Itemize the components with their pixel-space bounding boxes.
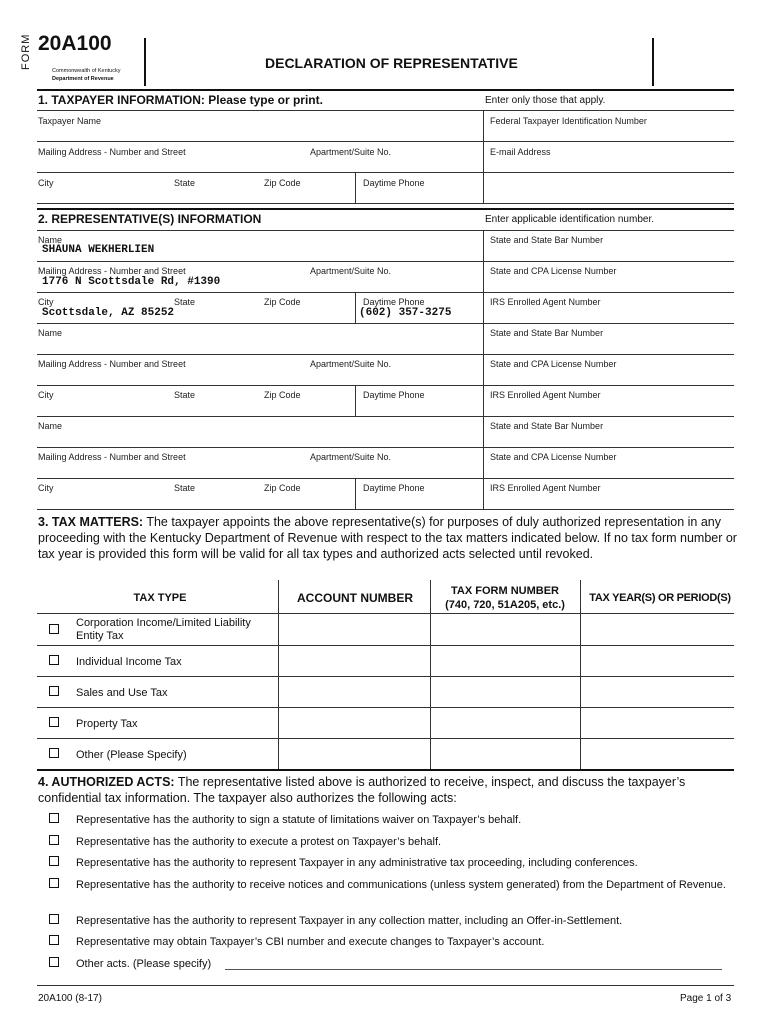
act-cbi: Representative may obtain Taxpayer’s CBI number and execute changes to Taxpayer’s account. (76, 936, 545, 948)
rep3-name-label: Name (38, 421, 63, 431)
section1-heading: 1. TAXPAYER INFORMATION: Please type or print. (38, 93, 323, 107)
section3-text (38, 514, 738, 562)
rep3-bar-label: State and State Bar Number (490, 421, 604, 431)
rep3-phone-label: Daytime Phone (363, 483, 425, 493)
s1-col-divider (483, 110, 484, 203)
section1-note: Enter only those that apply. (485, 95, 606, 106)
footer-rule (37, 985, 734, 986)
form-number: 20A100 (38, 32, 112, 55)
act-protest: Representative has the authority to execute a protest on Taxpayer’s behalf. (76, 836, 442, 848)
rep2-state-label: State (174, 390, 196, 400)
section4-heading: 4. AUTHORIZED ACTS: (38, 775, 175, 789)
rep1-name-label: Name (38, 235, 63, 245)
tax-type-corporation-line2: Entity Tax (76, 630, 124, 642)
table-rule-1 (37, 645, 734, 646)
rep1-bar-label: State and State Bar Number (490, 235, 604, 245)
agency-line1: Commonwealth of Kentucky (52, 68, 121, 74)
s2-rule-1 (37, 261, 734, 262)
taxpayer-zip-label: Zip Code (264, 178, 301, 188)
taxpayer-email-label: E-mail Address (490, 147, 551, 157)
taxpayer-city-label: City (38, 178, 54, 188)
rep2-city-label: City (38, 390, 54, 400)
rep3-apt-label: Apartment/Suite No. (310, 452, 392, 462)
tax-type-property: Property Tax (76, 718, 138, 730)
rep1-city-label: City (38, 297, 54, 307)
col-tax-years: TAX YEAR(S) OR PERIOD(S) (589, 592, 731, 604)
s2-rule-9 (37, 509, 734, 510)
s2-rule-5 (37, 385, 734, 386)
tax-type-corporation-line1: Corporation Income/Limited Liability (76, 617, 251, 629)
col-tax-type: TAX TYPE (133, 592, 187, 604)
rep2-phone-label: Daytime Phone (363, 390, 425, 400)
table-top-rule (37, 613, 734, 614)
rep2-cpa-label: State and CPA License Number (490, 359, 617, 369)
tax-type-checkbox-corporation[interactable] (49, 624, 59, 634)
s2-rule-8 (37, 478, 734, 479)
act-checkbox-waiver[interactable] (49, 813, 59, 823)
s2-rule-4 (37, 354, 734, 355)
section3-heading: 3. TAX MATTERS: (38, 515, 144, 529)
rep1-zip-label: Zip Code (264, 297, 301, 307)
agency-line2: Department of Revenue (52, 76, 114, 82)
section2-top-rule (37, 208, 734, 210)
s2-rule-3 (37, 323, 734, 324)
rep1-irs-label: IRS Enrolled Agent Number (490, 297, 601, 307)
taxpayer-name-label: Taxpayer Name (38, 116, 102, 126)
s2-phone-divider-2 (355, 385, 356, 416)
rep2-name-label: Name (38, 328, 63, 338)
s1-rule-c (37, 172, 734, 173)
rep1-state-label: State (174, 297, 196, 307)
tax-type-other: Other (Please Specify) (76, 749, 187, 761)
section3-body: The taxpayer appoints the above representative(s) for purposes of duly authorized representation in any proceeding with the Kentucky Department of Revenue with respect to the tax matters indicated below. If no tax form number or tax year is provided this form will be valid for all tax types and authorized acts selected until revoked. (38, 515, 737, 561)
s1-rule-d (37, 203, 734, 204)
act-other: Other acts. (Please specify) (76, 958, 212, 970)
rep1-name-value[interactable]: SHAUNA WEKHERLIEN (42, 244, 155, 256)
rep1-address-value[interactable]: 1776 N Scottsdale Rd, #1390 (42, 276, 221, 288)
s2-rule-7 (37, 447, 734, 448)
rep2-bar-label: State and State Bar Number (490, 328, 604, 338)
act-checkbox-collection[interactable] (49, 914, 59, 924)
rep1-apt-label: Apartment/Suite No. (310, 266, 392, 276)
s2-phone-divider-1 (355, 292, 356, 323)
table-bottom-rule (37, 769, 734, 771)
rep1-phone-value[interactable]: (602) 357-3275 (359, 307, 452, 319)
s2-col-divider (483, 230, 484, 509)
taxpayer-phone-label: Daytime Phone (363, 178, 425, 188)
table-col-1 (278, 580, 279, 770)
act-proceeding: Representative has the authority to represent Taxpayer in any administrative tax proceeding, including conferences. (76, 857, 638, 869)
rep1-city-value[interactable]: Scottsdale, AZ 85252 (42, 307, 175, 319)
act-checkbox-proceeding[interactable] (49, 856, 59, 866)
table-rule-4 (37, 738, 734, 739)
footer-form-code: 20A100 (8-17) (38, 993, 102, 1004)
s2-rule-0 (37, 230, 734, 231)
rep2-zip-label: Zip Code (264, 390, 301, 400)
rep1-cpa-label: State and CPA License Number (490, 266, 617, 276)
section1-top-rule (37, 89, 734, 91)
act-checkbox-cbi[interactable] (49, 935, 59, 945)
page-title: DECLARATION OF REPRESENTATIVE (265, 55, 518, 71)
col-account-number: ACCOUNT NUMBER (297, 591, 413, 605)
s1-rule-b (37, 141, 734, 142)
section2-heading: 2. REPRESENTATIVE(S) INFORMATION (38, 212, 262, 226)
rep3-cpa-label: State and CPA License Number (490, 452, 617, 462)
tax-type-sales: Sales and Use Tax (76, 687, 168, 699)
table-col-3 (580, 580, 581, 770)
act-checkbox-protest[interactable] (49, 835, 59, 845)
rep3-irs-label: IRS Enrolled Agent Number (490, 483, 601, 493)
s2-rule-2 (37, 292, 734, 293)
rep2-irs-label: IRS Enrolled Agent Number (490, 390, 601, 400)
header-divider-right (652, 38, 654, 86)
header-divider-left (144, 38, 146, 86)
tax-type-checkbox-individual[interactable] (49, 655, 59, 665)
act-collection: Representative has the authority to represent Taxpayer in any collection matter, including an Offer-in-Settlement. (76, 915, 623, 927)
section2-note: Enter applicable identification number. (485, 214, 654, 225)
rep3-mailing-label: Mailing Address - Number and Street (38, 452, 186, 462)
rep3-city-label: City (38, 483, 54, 493)
s1-phone-divider (355, 172, 356, 203)
rep2-apt-label: Apartment/Suite No. (310, 359, 392, 369)
taxpayer-apt-label: Apartment/Suite No. (310, 147, 392, 157)
s1-rule-a (37, 110, 734, 111)
act-checkbox-notices[interactable] (49, 878, 59, 888)
rep2-mailing-label: Mailing Address - Number and Street (38, 359, 186, 369)
form-word: FORM (20, 33, 32, 70)
col-form-number: TAX FORM NUMBER (451, 585, 559, 597)
act-waiver: Representative has the authority to sign a statute of limitations waiver on Taxpayer’s behalf. (76, 814, 522, 826)
taxpayer-mailing-label: Mailing Address - Number and Street (38, 147, 186, 157)
section4-body: The representative listed above is authorized to receive, inspect, and discuss the taxpayer’s confidential tax information. The taxpayer also authorizes the following acts: (38, 775, 686, 805)
col-form-number-sub: (740, 720, 51A205, etc.) (445, 599, 565, 611)
s2-phone-divider-3 (355, 478, 356, 509)
taxpayer-state-label: State (174, 178, 196, 188)
fein-label: Federal Taxpayer Identification Number (490, 116, 647, 126)
rep1-mailing-label: Mailing Address - Number and Street (38, 266, 186, 276)
section4-text (38, 774, 738, 806)
other-acts-input-line[interactable] (225, 969, 722, 970)
act-notices: Representative has the authority to receive notices and communications (unless system generated) from the Department of Revenue. (76, 879, 726, 891)
tax-type-individual: Individual Income Tax (76, 656, 182, 668)
table-rule-3 (37, 707, 734, 708)
s2-rule-6 (37, 416, 734, 417)
rep3-state-label: State (174, 483, 196, 493)
tax-type-checkbox-other[interactable] (49, 748, 59, 758)
rep3-zip-label: Zip Code (264, 483, 301, 493)
act-checkbox-other[interactable] (49, 957, 59, 967)
tax-type-checkbox-sales[interactable] (49, 686, 59, 696)
tax-type-checkbox-property[interactable] (49, 717, 59, 727)
table-rule-2 (37, 676, 734, 677)
footer-page-number: Page 1 of 3 (680, 993, 732, 1004)
rep1-phone-label: Daytime Phone (363, 297, 425, 307)
